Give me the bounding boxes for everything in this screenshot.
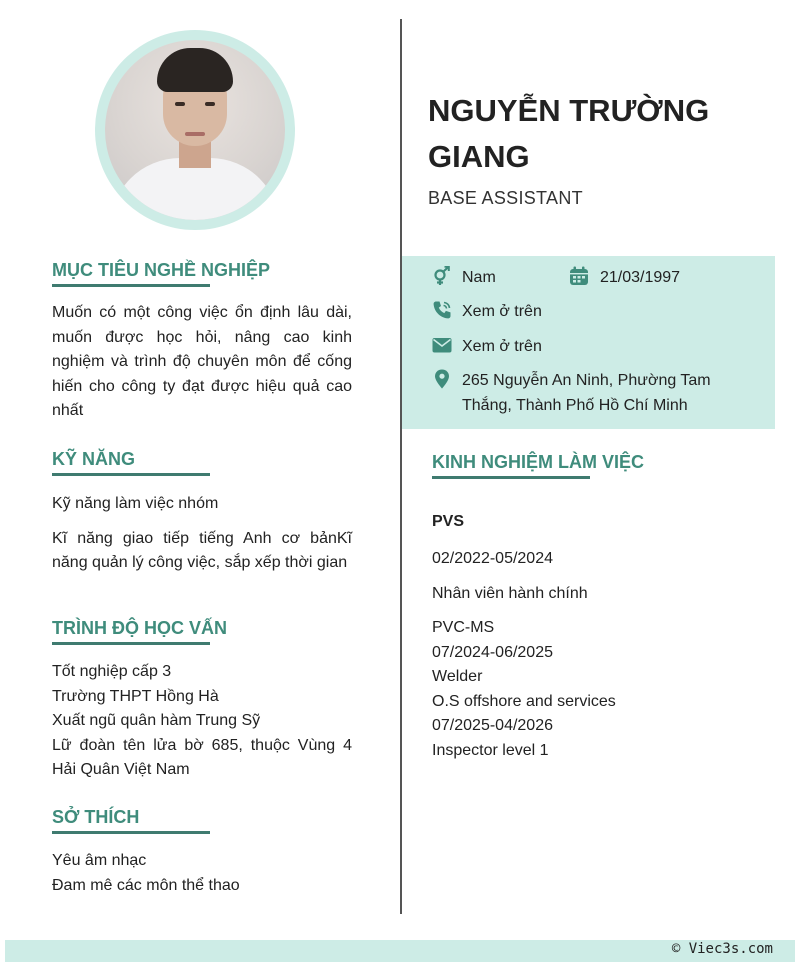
gender-icon — [432, 266, 452, 286]
gender-value: Nam — [462, 269, 496, 286]
experience-detail-line: 07/2024-06/2025 — [432, 643, 553, 661]
location-icon — [432, 369, 452, 389]
contact-panel — [402, 256, 775, 429]
education-line: Lữ đoàn tên lửa bờ 685, thuộc Vùng 4 Hải Quân Việt Nam — [52, 736, 352, 778]
profile-photo — [105, 40, 285, 220]
objective-section — [52, 258, 352, 424]
experience-detail-line: Welder — [432, 668, 483, 685]
objective-title: MỤC TIÊU NGHỀ NGHIỆP — [52, 260, 271, 280]
address-value — [462, 369, 762, 418]
objective-underline — [52, 284, 210, 287]
experience-detail-line: 07/2025-04/2026 — [432, 717, 553, 734]
education-line: Tốt nghiệp cấp 3 — [52, 663, 172, 680]
address-line1: 265 Nguyễn An Ninh, Phường Tam — [462, 372, 711, 389]
experience-role: Nhân viên hành chính — [432, 585, 588, 602]
objective-text: Muốn có một công việc ổn định lâu dài, muốn được học hỏi, nâng cao kinh nghiệm và trình độ chuyên môn để cống hiến cho công ty đạt được hiệu quả cao nhất — [52, 304, 352, 419]
experience-company: PVS — [432, 513, 465, 530]
skills-section — [52, 447, 352, 576]
education-underline — [52, 642, 210, 645]
phone-value: Xem ở trên — [462, 303, 542, 320]
hobbies-title: SỞ THÍCH — [52, 807, 140, 827]
skills-underline — [52, 473, 210, 476]
email-value: Xem ở trên — [462, 338, 542, 355]
experience-section — [432, 450, 644, 479]
experience-detail-line: O.S offshore and services — [432, 692, 616, 710]
education-line: Xuất ngũ quân hàm Trung Sỹ — [52, 712, 261, 729]
hobby-line: Đam mê các môn thể thao — [52, 876, 240, 894]
candidate-name-line2: GIANG — [428, 139, 530, 174]
education-section — [52, 616, 352, 783]
footer-copyright: © Viec3s.com — [671, 941, 773, 957]
hobbies-section — [52, 805, 352, 898]
hobbies-underline — [52, 831, 210, 834]
email-icon — [432, 335, 452, 355]
experience-period: 02/2022-05/2024 — [432, 550, 553, 567]
experience-detail-line: PVC-MS — [432, 619, 495, 636]
birthdate-value: 21/03/1997 — [600, 269, 681, 286]
candidate-name — [428, 88, 768, 180]
candidate-name-line1: NGUYỄN TRƯỜNG — [428, 93, 710, 128]
column-divider — [400, 19, 402, 914]
calendar-icon — [569, 266, 589, 286]
experience-underline — [432, 476, 590, 479]
candidate-position: BASE ASSISTANT — [428, 188, 583, 208]
experience-detail-line: Inspector level 1 — [432, 741, 549, 759]
experience-title: KINH NGHIỆM LÀM VIỆC — [432, 452, 645, 472]
avatar — [95, 30, 295, 230]
hobby-line: Yêu âm nhạc — [52, 852, 147, 869]
education-title: TRÌNH ĐỘ HỌC VẤN — [52, 618, 227, 638]
skill-item: Kỹ năng làm việc nhóm — [52, 495, 219, 512]
footer-bar — [5, 940, 795, 962]
skills-title: KỸ NĂNG — [52, 449, 136, 469]
address-line2: Thắng, Thành Phố Hồ Chí Minh — [462, 396, 688, 414]
education-line: Trường THPT Hồng Hà — [52, 687, 219, 705]
phone-icon — [432, 300, 452, 320]
experience-details — [432, 616, 616, 763]
skill-item: Kĩ năng giao tiếp tiếng Anh cơ bảnKĩ năng quản lý công việc, sắp xếp thời gian — [52, 529, 352, 571]
